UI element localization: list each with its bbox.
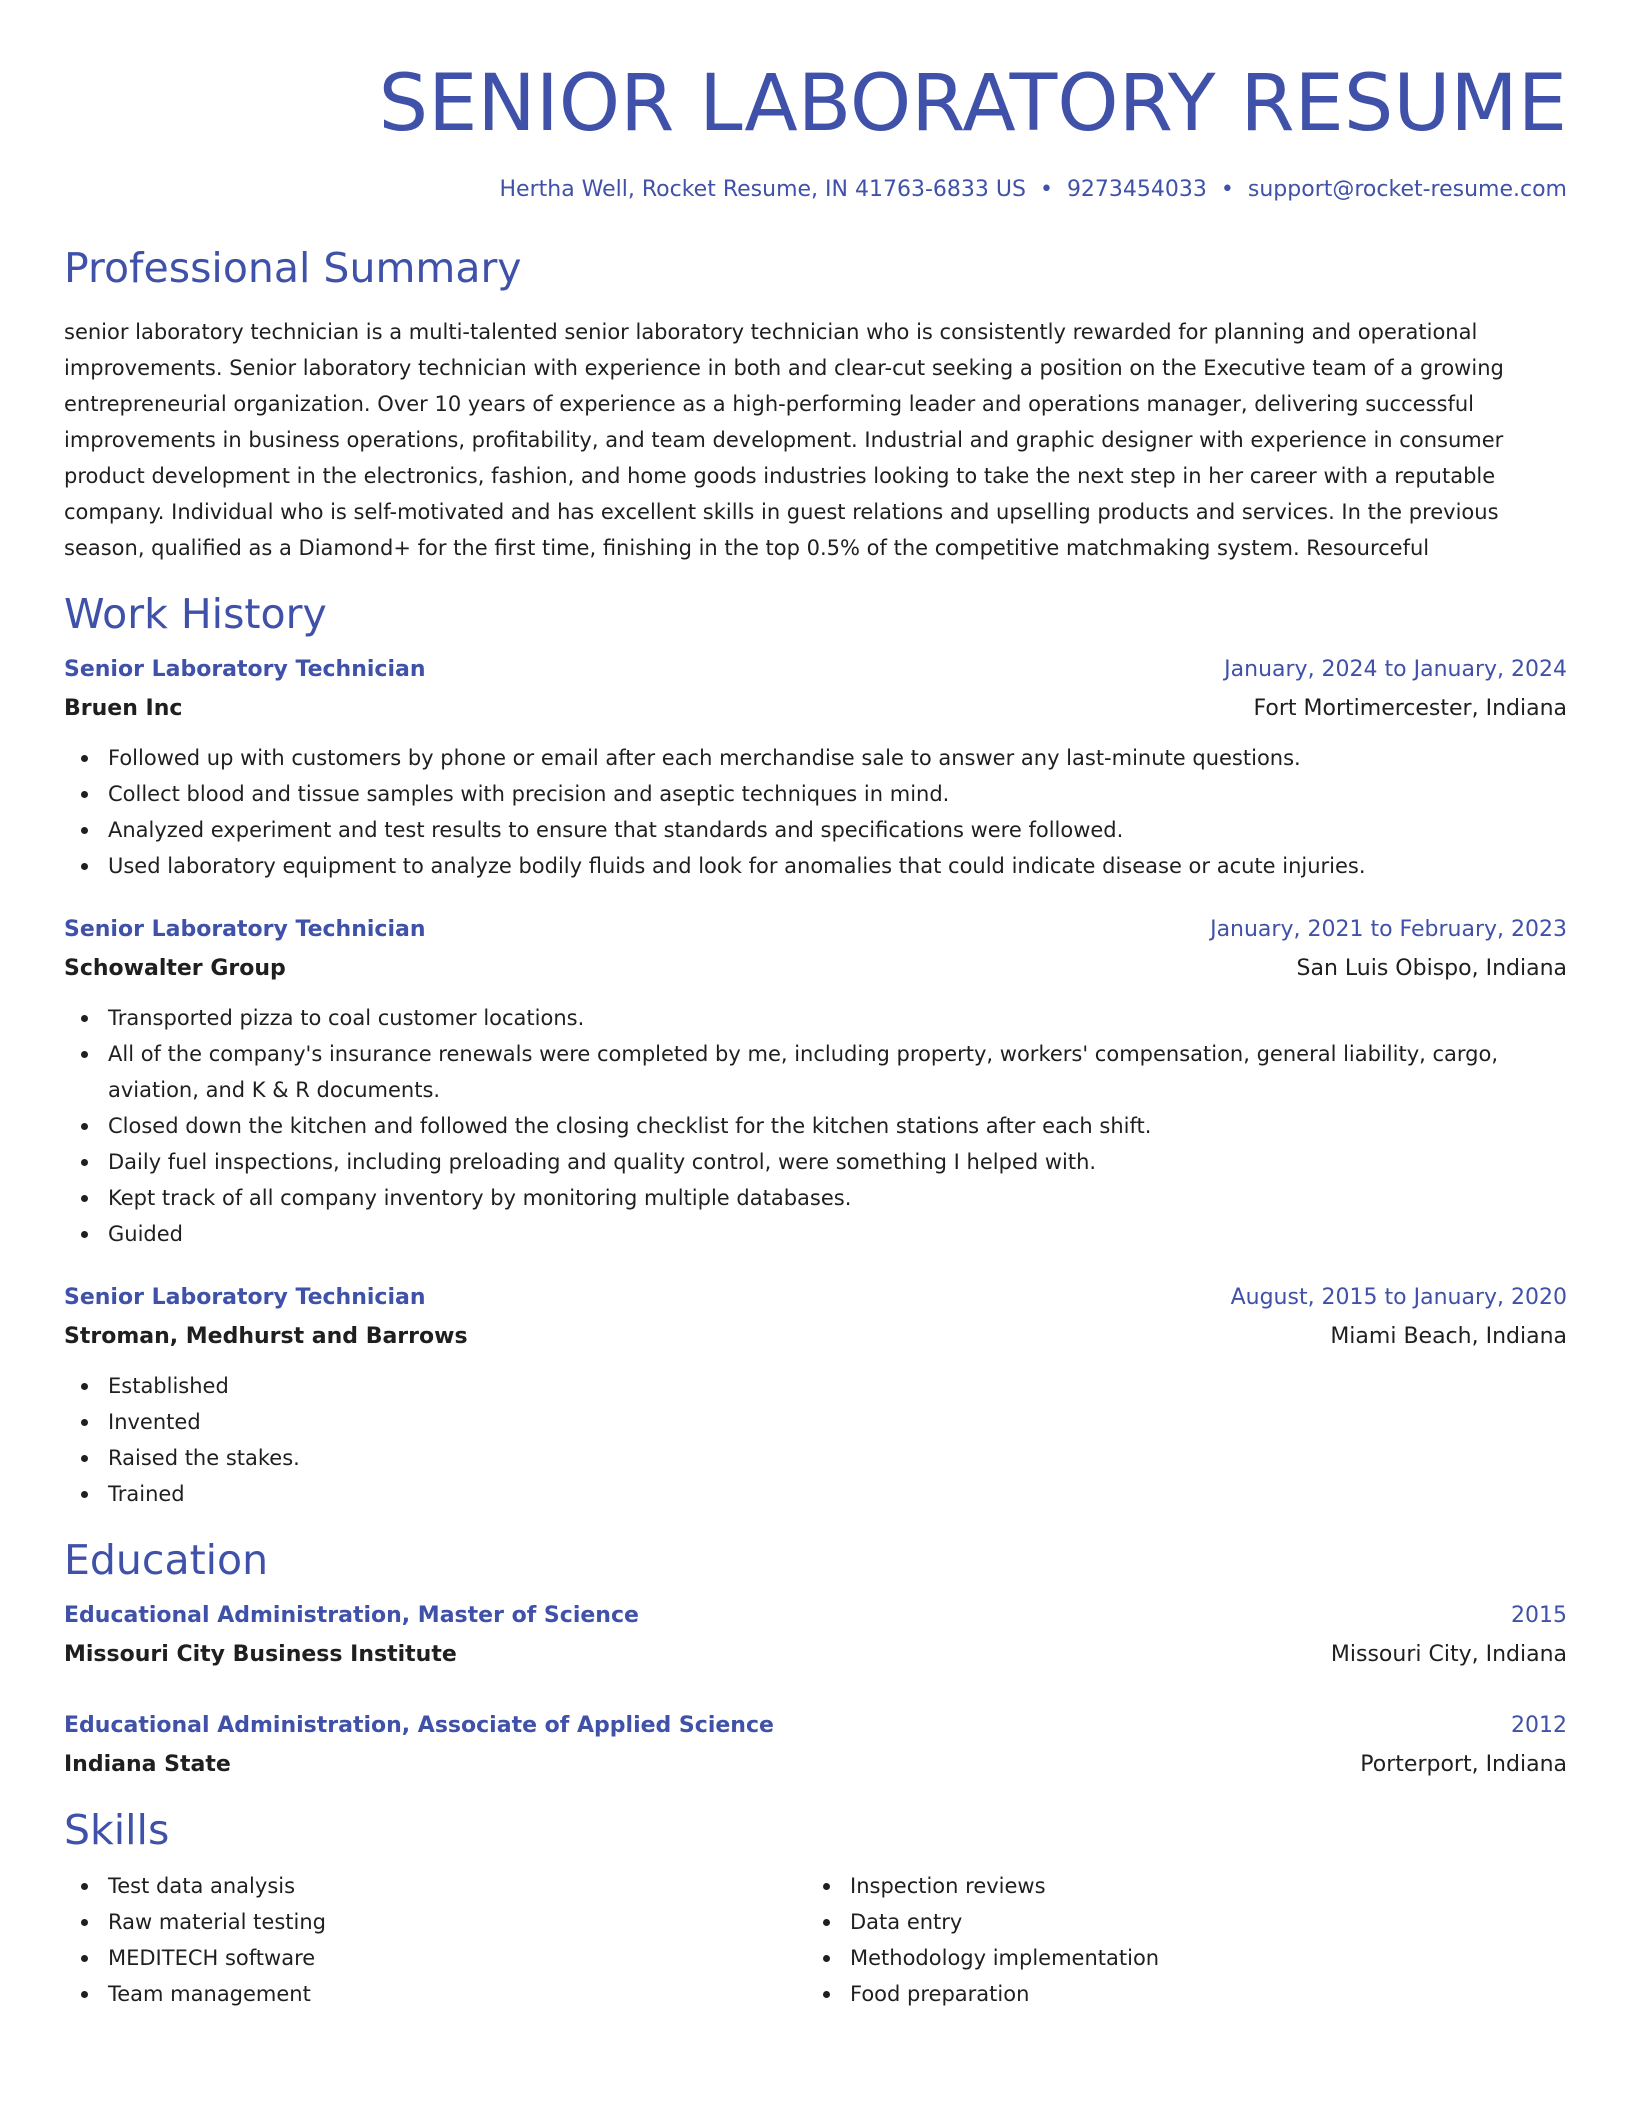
skill-item: Raw material testing <box>108 1904 806 1940</box>
skill-item: MEDITECH software <box>108 1940 806 1976</box>
education-entry <box>64 1596 1567 1674</box>
job-title: Senior Laboratory Technician <box>64 917 426 942</box>
skills-column-right <box>806 1868 1548 2012</box>
job-dates: August, 2015 to January, 2020 <box>1230 1285 1567 1310</box>
job-entry <box>64 1278 1567 1512</box>
resume-title: SENIOR LABORATORY RESUME <box>378 59 1567 149</box>
job-bullet: Daily fuel inspections, including preloading and quality control, were something I helped with. <box>108 1144 1567 1180</box>
job-entry <box>64 910 1567 1252</box>
job-entry <box>64 650 1567 884</box>
education-location: Missouri City, Indiana <box>1330 1642 1567 1667</box>
section-heading-work-history: Work History <box>64 590 327 638</box>
job-bullet-list <box>64 1368 1567 1512</box>
job-bullet: Used laboratory equipment to analyze bodily fluids and look for anomalies that could indicate disease or acute injuries. <box>108 848 1567 884</box>
job-bullet: Guided <box>108 1216 1567 1252</box>
education-degree-row <box>64 1596 1567 1636</box>
job-dates: January, 2024 to January, 2024 <box>1224 657 1567 682</box>
education-degree: Educational Administration, Associate of Applied Science <box>64 1713 774 1738</box>
job-title-row <box>64 650 1567 690</box>
contact-phone: 9273454033 <box>1066 177 1207 202</box>
job-bullet: Followed up with customers by phone or email after each merchandise sale to answer any last-minute questions. <box>108 740 1567 776</box>
job-bullet: Closed down the kitchen and followed the closing checklist for the kitchen stations after each shift. <box>108 1108 1567 1144</box>
resume-page <box>64 0 1567 2012</box>
job-location: San Luis Obispo, Indiana <box>1296 956 1567 981</box>
skills-grid <box>64 1868 1567 2012</box>
job-location: Miami Beach, Indiana <box>1330 1324 1567 1349</box>
education-school: Missouri City Business Institute <box>64 1642 457 1667</box>
job-company-row <box>64 690 1567 728</box>
job-title: Senior Laboratory Technician <box>64 657 426 682</box>
job-bullet-list <box>64 1000 1567 1252</box>
job-bullet: Kept track of all company inventory by monitoring multiple databases. <box>108 1180 1567 1216</box>
education-entry <box>64 1706 1567 1784</box>
education-year: 2012 <box>1511 1713 1567 1738</box>
summary-paragraph: senior laboratory technician is a multi-talented senior laboratory technician who is consistently rewarded for planning and operational improvements. Senior laboratory technician with experience in both and clear-cut seeking a position on the Executive team of a growing entrepreneurial organization. Over 10 years of experience as a high-performing leader and operations manager, delivering successful improvements in business operations, profitability, and team development. Industrial and graphic designer with experience in consumer product development in the electronics, fashion, and home goods industries looking to take the next step in her career with a reputable company. Individual who is self-motivated and has excellent skills in guest relations and upselling products and services. In the previous season, qualified as a Diamond+ for the first time, finishing in the top 0.5% of the competitive matchmaking system. Resourceful <box>64 320 1504 560</box>
job-company-row <box>64 1318 1567 1356</box>
education-degree-row <box>64 1706 1567 1746</box>
job-bullet: Established <box>108 1368 1567 1404</box>
job-bullet: Raised the stakes. <box>108 1440 1567 1476</box>
education-location: Porterport, Indiana <box>1360 1752 1567 1777</box>
job-bullet: Transported pizza to coal customer locations. <box>108 1000 1567 1036</box>
job-company: Bruen Inc <box>64 696 183 721</box>
contact-email[interactable]: support@rocket-resume.com <box>1247 177 1567 202</box>
skill-item: Team management <box>108 1976 806 2012</box>
skills-column-left <box>64 1868 806 2012</box>
education-school: Indiana State <box>64 1752 231 1777</box>
contact-line <box>64 174 1567 206</box>
job-location: Fort Mortimercester, Indiana <box>1253 696 1567 721</box>
job-bullet: Collect blood and tissue samples with precision and aseptic techniques in mind. <box>108 776 1567 812</box>
skill-item: Methodology implementation <box>850 1940 1548 1976</box>
job-title: Senior Laboratory Technician <box>64 1285 426 1310</box>
section-heading-education: Education <box>64 1536 269 1584</box>
job-company-row <box>64 950 1567 988</box>
contact-separator: • <box>1039 177 1053 202</box>
education-school-row <box>64 1636 1567 1674</box>
skill-item: Food preparation <box>850 1976 1548 2012</box>
education-school-row <box>64 1746 1567 1784</box>
job-bullet-list <box>64 740 1567 884</box>
job-bullet: Analyzed experiment and test results to ensure that standards and specifications were followed. <box>108 812 1567 848</box>
education-year: 2015 <box>1511 1603 1567 1628</box>
job-company: Schowalter Group <box>64 956 286 981</box>
job-title-row <box>64 1278 1567 1318</box>
job-bullet: Trained <box>108 1476 1567 1512</box>
job-title-row <box>64 910 1567 950</box>
education-degree: Educational Administration, Master of Science <box>64 1603 639 1628</box>
contact-address: Hertha Well, Rocket Resume, IN 41763-6833 US <box>499 177 1026 202</box>
skill-item: Data entry <box>850 1904 1548 1940</box>
job-dates: January, 2021 to February, 2023 <box>1210 917 1567 942</box>
job-bullet: All of the company's insurance renewals were completed by me, including property, workers' compensation, general liability, cargo, aviation, and K & R documents. <box>108 1036 1567 1108</box>
job-bullet: Invented <box>108 1404 1567 1440</box>
section-heading-skills: Skills <box>64 1806 170 1854</box>
section-heading-summary: Professional Summary <box>64 244 522 292</box>
skill-item: Inspection reviews <box>850 1868 1548 1904</box>
contact-separator: • <box>1220 177 1234 202</box>
skill-item: Test data analysis <box>108 1868 806 1904</box>
job-company: Stroman, Medhurst and Barrows <box>64 1324 468 1349</box>
